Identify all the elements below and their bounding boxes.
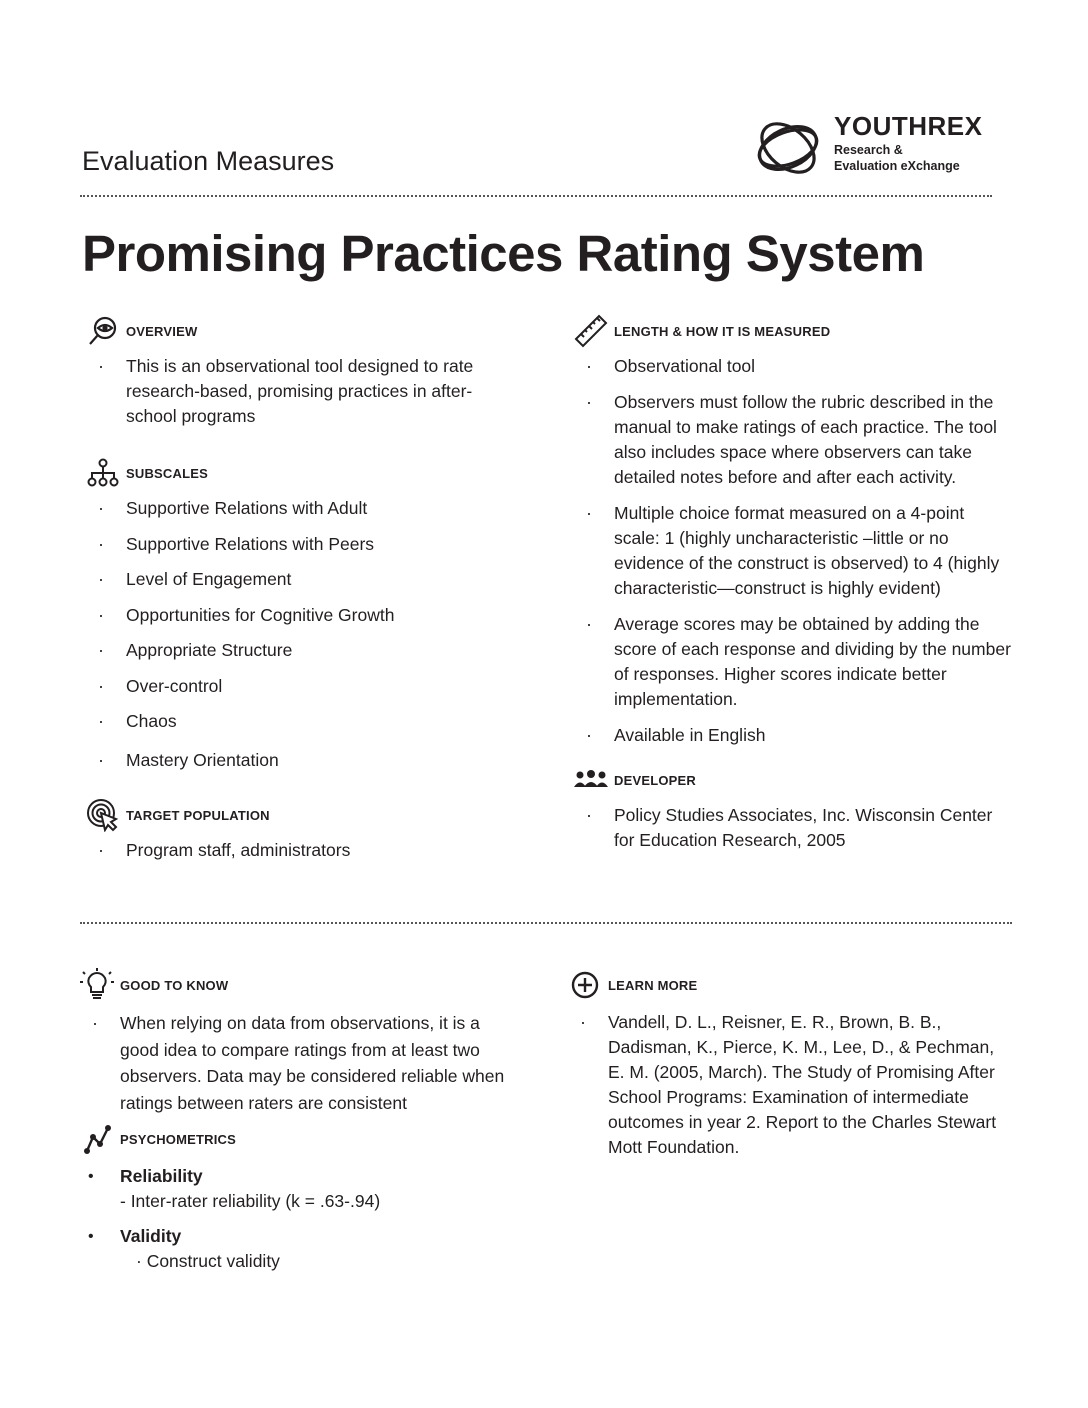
length-label: LENGTH & HOW IT IS MEASURED (614, 323, 831, 339)
subscale-item: · Chaos (86, 709, 486, 734)
learn-more-item: · Vandell, D. L., Reisner, E. R., Brown, B. B., Dadisman, K., Pierce, K. M., Lee, D., & Pechman, E. M. (2005, March). The Study of Promising After School Programs: Examination of intermediate outcomes in year 2. Report to the Charles Stewart Mott Foundation. (568, 1010, 1008, 1160)
validity-detail: · Construct validity (136, 1251, 280, 1271)
line-graph-icon (80, 1122, 114, 1156)
people-icon (574, 763, 608, 797)
subscale-item: · Over-control (86, 674, 486, 699)
psychometrics-header (80, 1124, 520, 1154)
subscale-item: · Mastery Orientation (86, 748, 486, 773)
length-header (574, 316, 1014, 346)
target-population-header (86, 800, 486, 830)
subscales-section (86, 458, 486, 773)
target-population-item: · Program staff, administrators (86, 838, 486, 863)
good-to-know-list (80, 1010, 520, 1116)
header-title: Evaluation Measures (82, 146, 335, 176)
target-population-label: TARGET POPULATION (126, 807, 270, 823)
subscale-item: · Supportive Relations with Adult (86, 496, 486, 521)
length-item: · Available in English (574, 723, 1014, 748)
target-population-list (86, 838, 486, 863)
good-to-know-section (80, 970, 520, 1116)
length-item: · Multiple choice format measured on a 4-point scale: 1 (highly uncharacteristic –little or no evidence of the construct is observed) to 4 (highly characteristic—construct is highly evident) (574, 501, 1014, 601)
reliability-detail: - Inter-rater reliability (k = .63-.94) (120, 1191, 381, 1211)
developer-label: DEVELOPER (614, 772, 696, 788)
overview-header (86, 316, 486, 346)
length-section (574, 316, 1014, 748)
subscale-item: · Level of Engagement (86, 567, 486, 592)
subscale-item: · Appropriate Structure (86, 638, 486, 663)
subscales-label: SUBSCALES (126, 465, 208, 481)
psychometrics-section (80, 1124, 520, 1274)
page-title: Promising Practices Rating System (82, 225, 925, 282)
learn-more-label: LEARN MORE (608, 977, 698, 993)
subscale-item: · Opportunities for Cognitive Growth (86, 603, 486, 628)
lightbulb-icon (80, 968, 114, 1002)
overview-label: OVERVIEW (126, 323, 198, 339)
developer-header (574, 765, 1014, 795)
logo-name: YOUTHREX (834, 111, 983, 141)
top-divider (80, 195, 992, 197)
reliability-heading: • Reliability (120, 1166, 203, 1186)
ruler-icon (574, 314, 608, 348)
developer-section (574, 765, 1014, 853)
developer-item: · Policy Studies Associates, Inc. Wisconsin Center for Education Research, 2005 (574, 803, 1014, 853)
target-population-section (86, 800, 486, 863)
subscales-list (86, 496, 486, 773)
length-item: · Observers must follow the rubric described in the manual to make ratings of each practice. The tool also includes space where observers can take detailed notes before and after each activity. (574, 390, 1014, 490)
good-to-know-header (80, 970, 520, 1000)
learn-more-section (568, 970, 1008, 1160)
psychometrics-label: PSYCHOMETRICS (120, 1131, 237, 1147)
good-to-know-item: · When relying on data from observations, it is a good idea to compare ratings from at least two observers. Data may be considered reliable when ratings between raters are consistent (80, 1010, 520, 1116)
learn-more-list (568, 1010, 1008, 1160)
length-item: · Observational tool (574, 354, 1014, 379)
youthrex-orbit-icon (750, 108, 830, 188)
plus-circle-icon (568, 968, 602, 1002)
good-to-know-label: GOOD TO KNOW (120, 977, 229, 993)
validity-item (80, 1224, 520, 1274)
reliability-item (80, 1164, 520, 1214)
middle-divider (80, 922, 1012, 924)
youthrex-logo (750, 108, 1000, 188)
overview-item: · This is an observational tool designed to rate research-based, promising practices in after-school programs (86, 354, 486, 429)
logo-subtitle-line1: Research & (834, 143, 903, 157)
validity-heading: • Validity (120, 1226, 182, 1246)
length-item: · Average scores may be obtained by adding the score of each response and dividing by the number of responses. Higher scores indicate better implementation. (574, 612, 1014, 712)
length-list (574, 354, 1014, 748)
overview-list (86, 354, 486, 429)
subscale-item: · Supportive Relations with Peers (86, 532, 486, 557)
learn-more-header (568, 970, 1008, 1000)
target-cursor-icon (86, 798, 120, 832)
developer-list (574, 803, 1014, 853)
overview-section (86, 316, 486, 429)
magnifier-eye-icon (86, 314, 120, 348)
logo-subtitle (834, 142, 960, 174)
subscales-header (86, 458, 486, 488)
logo-subtitle-line2: Evaluation eXchange (834, 159, 960, 173)
hierarchy-icon (86, 456, 120, 490)
